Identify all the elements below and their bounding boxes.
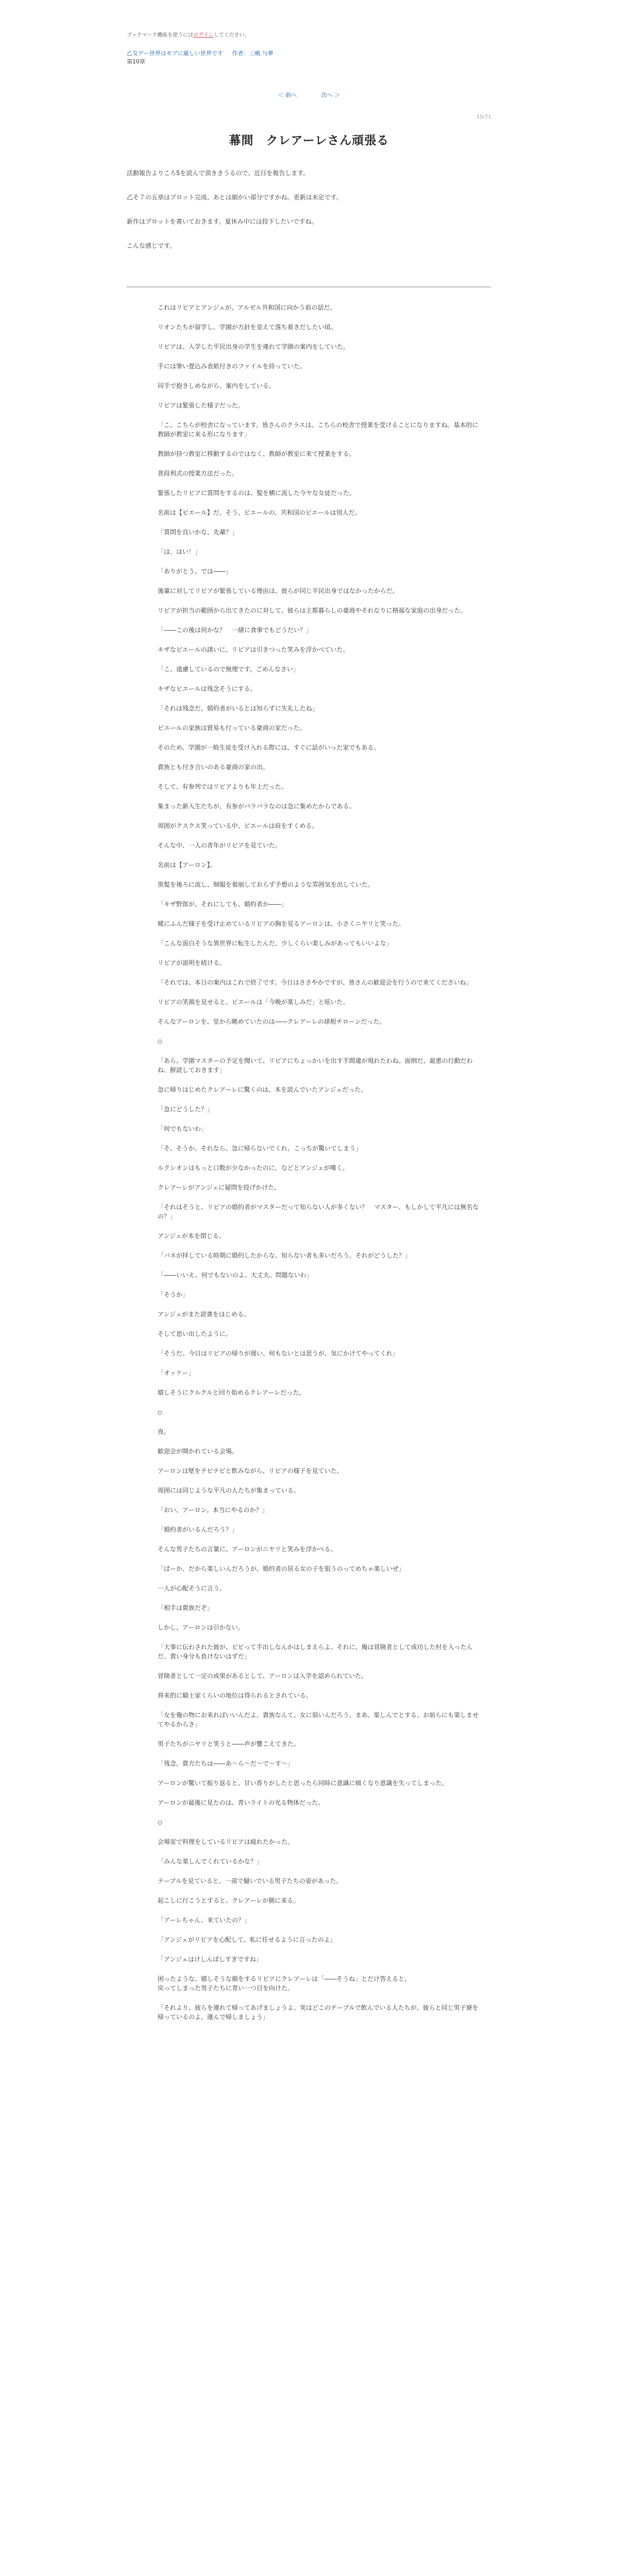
body-paragraph: ピエールの家族は貿易も行っている豪商の家だった。 <box>158 724 306 732</box>
body-paragraph: ◇ <box>158 1038 163 1045</box>
body-paragraph: 緊張したリビアに質問をするのは、髪を横に流した今ヤな女徒だった。 <box>158 489 356 497</box>
body-paragraph: リオンたちが留学し、学園が方針を変えて落ち着きだしたい頃。 <box>158 324 337 331</box>
body-paragraph: しかし、アーロンは引かない。 <box>158 1624 244 1631</box>
chapter-title: 幕間 クレアーレさん頑張る <box>229 134 389 147</box>
body-paragraph: 「急にどうした？」 <box>158 1106 214 1113</box>
body-paragraph: 「残念。貴方たちは――あ～ら～だ～で～す～」 <box>158 1760 294 1767</box>
body-paragraph: 「それはそうと、リビアの婚約者がマスターだって知らない人が多くない？ マスター、もしかして平凡には無名なの？」 <box>158 1204 479 1220</box>
body-paragraph: アーロンは壁をテビテビと飲みながら、リビアの様子を見ていた。 <box>158 1467 343 1475</box>
body-paragraph: 困ったような、嬉しそうな顔をするリビアにクレアーレは「――そうね」とだけ答えると、 戻ってしまった男子たちに青い一つ目を向けた。 <box>158 1975 411 1992</box>
body-paragraph: 名前は【アーロン】。 <box>158 861 216 869</box>
series-info <box>127 49 497 66</box>
login-link[interactable]: ログイン <box>193 32 214 38</box>
body-paragraph: 「それより、彼らを連れて帰ってあげましょうよ。実はどこのテーブルで飲んでいる人たちが、彼らと同じ男子寮を帰っているのよ。運んで帰しましょう」 <box>158 2004 478 2021</box>
body-paragraph: リビアは、入学した平民出身の学生を連れて学園の案内をしていた。 <box>158 343 350 350</box>
body-paragraph: リビアの笑顔を見せると、ピエールは「今晩が楽しみだ」と呟いた。 <box>158 998 349 1006</box>
prev-chapter-link[interactable]: ＜ 前へ <box>278 92 297 98</box>
body-paragraph: 「そうか」 <box>158 1291 189 1298</box>
body-paragraph: そんな男子たちの言葉に、アーロンがニヤリと笑みを浮かべる。 <box>158 1546 337 1553</box>
body-paragraph: 将来的に騎士家くらいの地位は得られるとされている。 <box>158 1692 313 1699</box>
body-paragraph: 集まった新入生たちが、有参がバラバラなのは急に集めたからである。 <box>158 803 355 810</box>
body-paragraph: 会場室で料理をしているリビアは疲れたかった。 <box>158 1838 294 1845</box>
next-chapter-link[interactable]: 次へ ＞ <box>321 92 340 98</box>
body-paragraph: 「アンジェがリビアを心配して、私に任せるように言ったのよ」 <box>158 1936 336 1943</box>
preface-paragraph: こんな感じです。 <box>127 242 176 249</box>
body-paragraph: 名前は【ピエール】だ。そう、ピエールの、共和国のピエールは別人だ。 <box>158 509 361 516</box>
chapter-body <box>158 303 479 2032</box>
body-paragraph: 普段利式の授業方法だった。 <box>158 470 238 477</box>
body-paragraph: これはリビアとアンジェが、アルゼル共和国に向かう前の話だ。 <box>158 304 336 311</box>
body-paragraph: ◇ <box>158 1409 163 1416</box>
preface-paragraph: 活動報告よりころ5を読んで頂ききうるので、近日を報告します。 <box>127 170 310 177</box>
body-paragraph: 「オッケー」 <box>158 1369 195 1377</box>
body-paragraph: キザなピエールの誘いに、リビアは引きつった笑みを浮かべていた。 <box>158 646 349 653</box>
body-paragraph: そして思い出したように。 <box>158 1330 232 1337</box>
page-number: 15/71 <box>476 114 491 120</box>
body-paragraph: 「相手は貴族だぞ」 <box>158 1604 214 1612</box>
body-paragraph: 「それは残念だ。婚約者がいるとは知らずに失礼したね」 <box>158 705 319 712</box>
body-paragraph: アーロンが最後に見たのは、青いライトの光る物体だった。 <box>158 1799 324 1806</box>
body-paragraph: そして、有参列ではリビアよりも年上だった。 <box>158 783 287 790</box>
body-paragraph: 「それでは、本日の案内はこれで終了です。今日はささやかですが、皆さんの歓迎会を行うので来てくださいね」 <box>158 979 473 986</box>
body-paragraph: 「――この後は何かな？ 一緒に食事でもどうだい？」 <box>158 626 313 634</box>
body-paragraph: 「――いいえ、何でもないのよ。大丈夫。問題ないわ」 <box>158 1272 313 1279</box>
body-paragraph: 「みんな楽しんでくれているかな？」 <box>158 1858 263 1865</box>
body-paragraph: 暖にふんだ様子を受け止めているリビアの胸を見るアーロンは、小さくニヤリと笑った。 <box>158 920 405 927</box>
chapter-nav <box>0 91 618 99</box>
body-paragraph: リビアが担当の範囲から出てきたのに対して、彼らは主都暮らしの豪商やそれなりに格福な家庭の出身だった。 <box>158 607 467 614</box>
body-paragraph: 「何でもないわ」 <box>158 1125 208 1132</box>
volume-label: 第10章 <box>127 58 145 65</box>
section-divider <box>127 286 491 287</box>
body-paragraph: 「こ、こちらが校舎になっています。皆さんのクラスは、こちらの校舎で授業を受けることになりますね。基本的に教師が教室に来る形になります」 <box>158 421 478 438</box>
body-paragraph: 周囲がクスクス笑っている中、ピエールは肩をすくめる。 <box>158 822 318 829</box>
body-paragraph: 「は、はい！」 <box>158 548 201 555</box>
body-paragraph: 「おい、アーロン。本当にやるのか？」 <box>158 1506 268 1514</box>
body-paragraph: 後輩に対してリビアが緊張している理由は、彼らが同じ平民出身ではなかったからだ。 <box>158 587 399 595</box>
body-paragraph: 「大事に伝わされた彼が、ビビって手出しなんかはしまえらよ。それに、俺は冒険者として成功した村を入ったんだ。貴い身分も負けないはずだ」 <box>158 1643 473 1660</box>
body-paragraph: そんなアーロンを、堂から眺めていたのは――クレアーレの球根チローンだった。 <box>158 1018 386 1025</box>
preface-paragraph: 乙そ７の五章はプロット完成、あとは細かい部分ですかね。更新は未定です。 <box>127 194 342 201</box>
body-paragraph: 「そうだ。今日はリビアの帰りが遅い。何もないとは思うが、気にかけてやってくれ」 <box>158 1350 399 1357</box>
body-paragraph: 冒険者として一定の成果があるとして、アーロンは入学を認められていた。 <box>158 1672 368 1680</box>
body-paragraph: アンジェが本を閉じる。 <box>158 1232 225 1240</box>
body-paragraph: 「パネが拝している時期に婚約したからな。知らない者も多いだろう。それがどうした？」 <box>158 1252 411 1259</box>
body-paragraph: 「アンジェはけしんぱしすぎですね」 <box>158 1956 262 1963</box>
body-paragraph: アーロンが驚いて振り返ると、甘い香りがしたと思ったら同時に意識に傾くなり意識を失ってしまった。 <box>158 1780 448 1787</box>
body-paragraph: 手には筆い畳込み表紙付きのファイルを持っていた。 <box>158 363 306 370</box>
body-paragraph: 「あら、学園マスターの予定を聞いて、リビアにちょっかいを出す手間違が現れたわね。面倒だ、最悪の行動だわね、鮮読しておきます」 <box>158 1057 473 1074</box>
body-paragraph: キザなピエールは残念そうにする。 <box>158 685 256 692</box>
body-paragraph: ◇ <box>158 1819 163 1826</box>
body-paragraph: 急に帰りはじめたクレアーレに驚くのは、本を読んでいたアンジェだった。 <box>158 1086 367 1093</box>
body-paragraph: 嬉しそうにクルクルと回り始めるクレアーレだった。 <box>158 1389 305 1396</box>
body-paragraph: ルクシオンはもっと口数が少なかったのに、などとアンジェが嘆く。 <box>158 1164 349 1172</box>
body-paragraph: 男子たちがニヤリと笑うと――声が響こえてきた。 <box>158 1740 300 1748</box>
body-paragraph: 貴族とも付き合いのある豪商の家の出。 <box>158 764 269 771</box>
body-paragraph: 「質問を良いかな、先輩？」 <box>158 529 238 536</box>
body-paragraph: アンジェがまた読書をはじめる。 <box>158 1311 250 1318</box>
login-notice-suffix: してください。 <box>213 32 250 38</box>
body-paragraph: クレアーレがアンジェに疑問を投げかけた。 <box>158 1184 281 1191</box>
author-link[interactable]: 作者：三嶋 与夢 <box>232 50 273 57</box>
body-paragraph: そんな中、一人の青年がリビアを見ていた。 <box>158 842 282 849</box>
body-paragraph: リビアは緊張した様子だった。 <box>158 402 245 409</box>
body-paragraph: 「アーレちゃん、来ていたの？」 <box>158 1917 251 1924</box>
series-title-link[interactable]: 乙女ゲー世界はモブに厳しい世界です <box>127 50 223 57</box>
body-paragraph: そのため、学園が一般生徒を受け入れる際には、すぐに話がいった家でもある。 <box>158 744 380 751</box>
body-paragraph: 「ありがとう、では――」 <box>158 568 232 575</box>
body-paragraph: 「キザ野郎が、それにしても、婚約者か――」 <box>158 901 288 908</box>
body-paragraph: リビアが説明を続ける。 <box>158 959 226 967</box>
body-paragraph: 「女を俺の物にお来ればいいんだよ。貴族なんて、女に弱いんだろう。まあ、楽しんでとする。お前らにも楽しませてやるからさ」 <box>158 1711 479 1728</box>
body-paragraph: 「こんな面白そうな異世界に転生したんだ。少しくらい楽しみがあってもいいよな」 <box>158 940 392 947</box>
body-paragraph: 同手で抱きしめながら、案内をしている。 <box>158 382 276 389</box>
body-paragraph: 「ばーか、だから楽しいんだろうが。婚約者の居る女の子を狙うのってめちゃ楽しいぜ」 <box>158 1565 405 1572</box>
body-paragraph: 夜。 <box>158 1428 170 1435</box>
body-paragraph: 歓迎会が開かれている会場。 <box>158 1448 238 1455</box>
body-paragraph: 教師が持つ教室に移動するのではなく、教師が教室に来て授業をする。 <box>158 450 355 457</box>
body-paragraph: 「そ、そうか。それなら、急に帰らないでくれ。こっちが驚いてしまう」 <box>158 1145 362 1152</box>
body-paragraph: 「こ、遠慮しているので無理です。ごめんなさい」 <box>158 666 300 673</box>
body-paragraph: 周囲には同じような平凡の人たちが集まっている。 <box>158 1487 300 1494</box>
login-notice <box>127 32 497 39</box>
body-paragraph: 起こしに行こうとすると、クレアーレが側に来る。 <box>158 1897 300 1904</box>
preface-paragraph: 新作はプロットを書いておきます。夏休み中には投下したいですね。 <box>127 218 318 225</box>
login-notice-prefix: ブックマーク機能を使うには <box>127 32 194 38</box>
body-paragraph: 黒髪を後ろに流し、制服を着崩しておらず予想のような雰囲気を出していた。 <box>158 881 374 888</box>
body-paragraph: テーブルを見ていると、一部で騒いでいる男子たちの姿があった。 <box>158 1877 342 1885</box>
author-preface <box>127 168 491 265</box>
body-paragraph: 一人が心配そうに言う。 <box>158 1585 226 1592</box>
body-paragraph: 「婚約者がいるんだろう？」 <box>158 1526 238 1533</box>
